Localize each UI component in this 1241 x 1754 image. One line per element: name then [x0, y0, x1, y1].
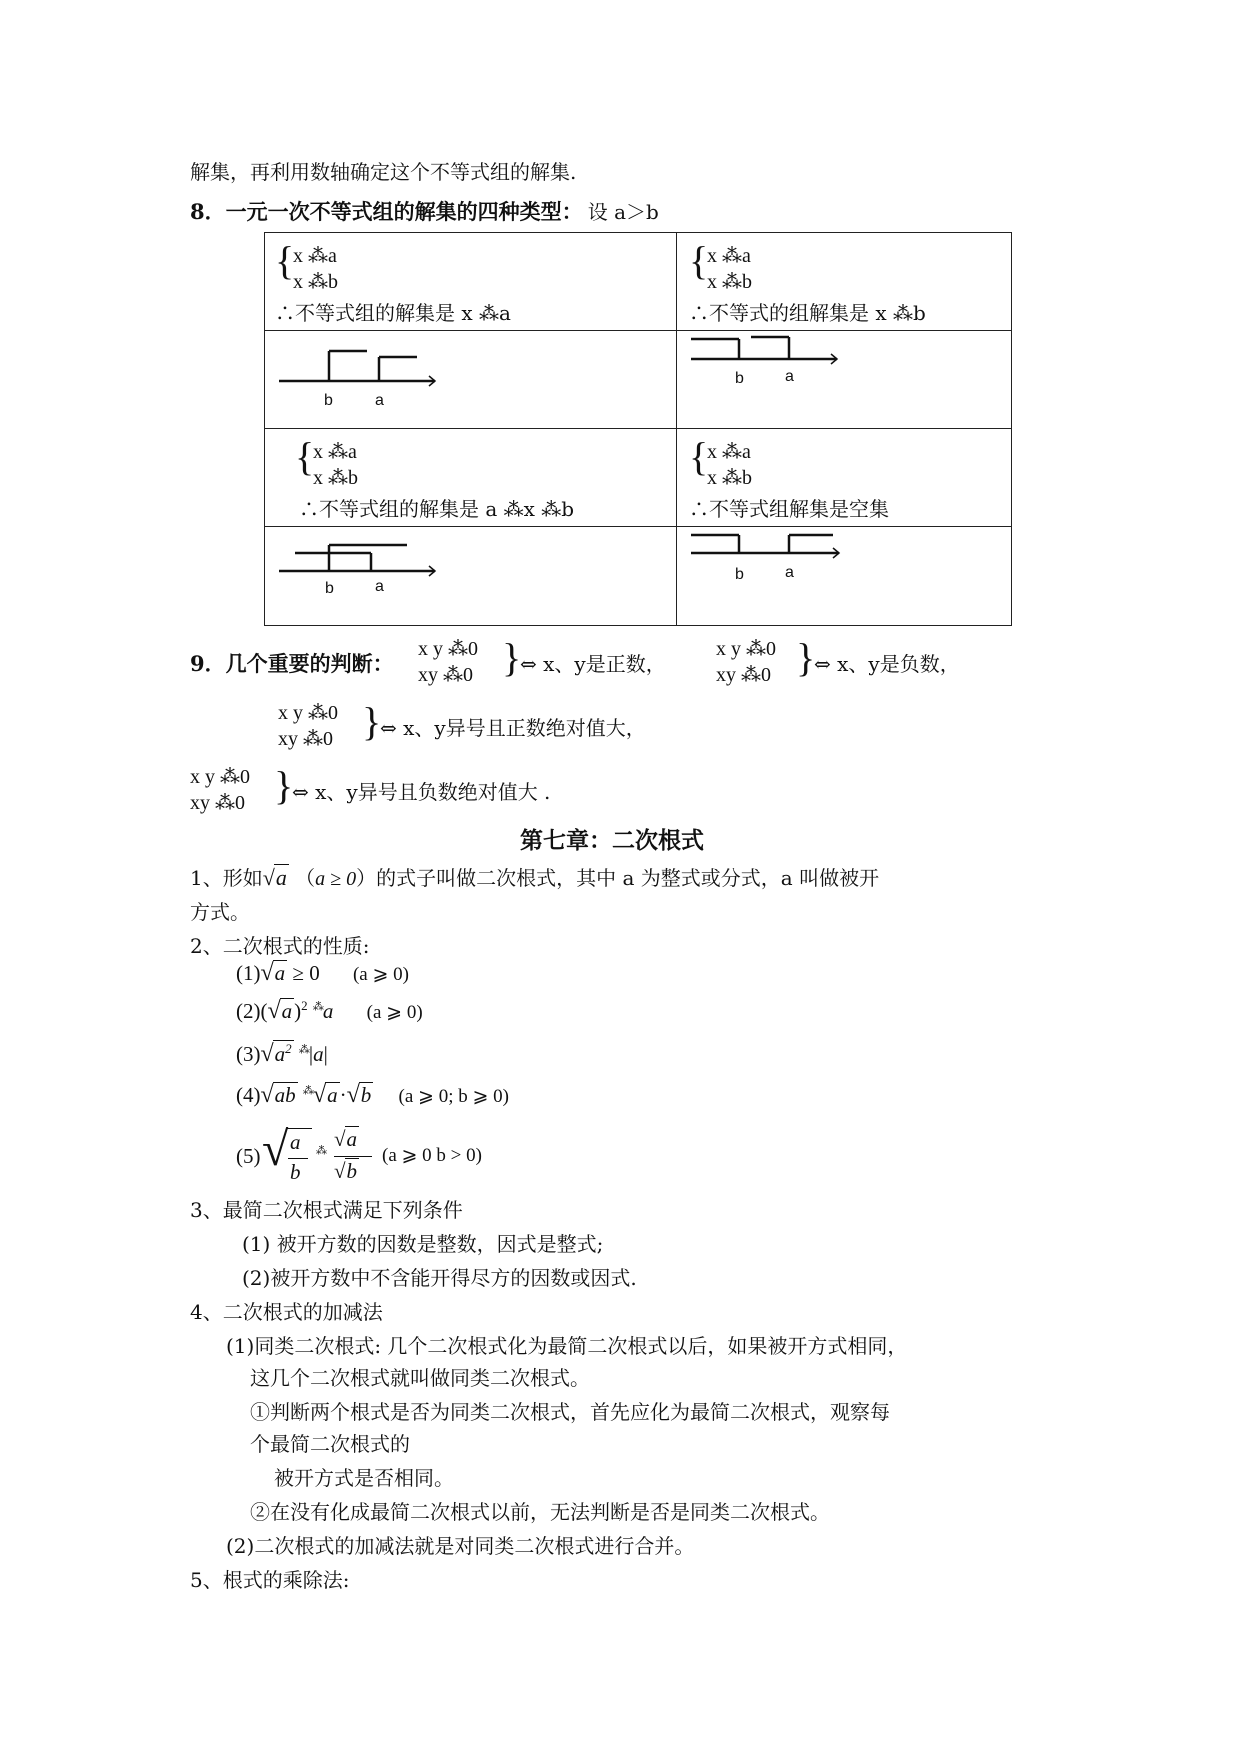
judgement-2-result: ⇔ x、y是负数， — [814, 652, 960, 676]
para-4-item-1-cont: 这几个二次根式就叫做同类二次根式。 — [250, 1366, 590, 1390]
para-3-item-2: (2)被开方数中不含能开得尽方的因数或因式. — [242, 1266, 637, 1290]
judgement-3-result: ⇔ x、y异号且正数绝对值大， — [380, 716, 646, 740]
para-1-paren: （ — [295, 866, 316, 890]
chapter-7-title: 第七章：二次根式 — [520, 827, 704, 854]
axis-label-b: b — [324, 392, 333, 409]
chapter-7-para-1: 1、形如√a （a ≥ 0）的式子叫做二次根式，其中 a 为整式或分式，a 叫做被开 — [190, 865, 880, 890]
judgement-1-bottom: xy ⁂0 — [418, 664, 473, 686]
property-3: $(3)√a^2$ ⁂|a| — [236, 1041, 328, 1067]
axis-label-a: a — [785, 368, 794, 385]
cell3-line2: x ⁂b — [313, 467, 358, 489]
number-line-cell-4 — [677, 527, 1012, 626]
number-line-cell-2 — [677, 331, 1012, 429]
cell1-conclusion: ∴不等式组的解集是 x ⁂a — [275, 301, 511, 325]
number-line-1 — [265, 331, 677, 429]
chapter-7-para-1-cont: 方式。 — [190, 900, 250, 924]
property-2: $(2)(√a)^2$ ⁂a (a ⩾ 0) — [236, 998, 423, 1024]
intro-line: 解集，再利用数轴确定这个不等式组的解集. — [190, 160, 577, 184]
para-3-item-1: (1) 被开方数的因数是整数，因式是整式; — [242, 1232, 604, 1256]
judgement-2-top: x y ⁂0 — [716, 638, 776, 660]
axis-label-b: b — [325, 580, 334, 597]
cell3-conclusion: ∴不等式组的解集是 a ⁂x ⁂b — [299, 497, 575, 521]
inequality-types-table — [264, 232, 1012, 626]
cell1-line1: x ⁂a — [293, 245, 337, 267]
axis-label-a: a — [375, 578, 384, 595]
judgement-3-bottom: xy ⁂0 — [278, 728, 333, 750]
judgement-4-result: ⇔ x、y异号且负数绝对值大 . — [292, 780, 551, 804]
number-line-cell-1 — [265, 331, 677, 429]
cell2-line1: x ⁂a — [707, 245, 751, 267]
property-1-condition: (a ⩾ 0) — [352, 964, 409, 985]
judgement-2-bottom: xy ⁂0 — [716, 664, 771, 686]
property-4: (4)√ab ⁂√a·√b (a ⩾ 0; b ⩾ 0) — [236, 1082, 509, 1108]
property-3-number: (3) — [236, 1042, 261, 1066]
cell2-conclusion: ∴不等式的组解集是 x ⁂b — [689, 301, 926, 325]
para-4-item-2: (2)二次根式的加减法就是对同类二次根式进行合并。 — [226, 1534, 695, 1558]
cell1-line2: x ⁂b — [293, 271, 338, 293]
judgement-4-bottom: xy ⁂0 — [190, 792, 245, 814]
type-cell-4: { x ⁂a x ⁂b ∴不等式组解集是空集 — [677, 429, 1012, 527]
type-cell-2: { x ⁂a x ⁂b ∴不等式的组解集是 x ⁂b — [677, 233, 1012, 331]
property-5-condition: (a ⩾ 0 b > 0) — [382, 1145, 482, 1166]
para-4-note-1: ①判断两个根式是否为同类二次根式，首先应化为最简二次根式，观察每 — [250, 1400, 890, 1424]
type-cell-3: { x ⁂a x ⁂b ∴不等式组的解集是 a ⁂x ⁂b — [265, 429, 677, 527]
judgement-1-top: x y ⁂0 — [418, 638, 478, 660]
property-1: (1)√a ≥ 0 (a ⩾ 0) — [236, 960, 409, 986]
chapter-7-para-3: 3、最简二次根式满足下列条件 — [190, 1198, 463, 1222]
section-8-heading: 8．一元一次不等式组的解集的四种类型： — [190, 199, 583, 224]
section-8-heading-row — [190, 196, 659, 226]
number-line-4 — [677, 527, 1012, 626]
number-line-3 — [265, 527, 677, 626]
property-2-condition: (a ⩾ 0) — [366, 1002, 423, 1023]
axis-label-a: a — [785, 564, 794, 581]
property-2-number: (2) — [236, 999, 261, 1023]
para-4-item-1: (1)同类二次根式: 几个二次根式化为最简二次根式以后，如果被开方式相同， — [226, 1334, 908, 1358]
axis-label-b: b — [735, 566, 744, 583]
axis-label-b: b — [735, 370, 744, 387]
judgement-3-top: x y ⁂0 — [278, 702, 338, 724]
para-1-prefix: 1、形如 — [190, 866, 263, 890]
number-line-cell-3 — [265, 527, 677, 626]
property-1-number: (1) — [236, 961, 261, 985]
chapter-7-para-2: 2、二次根式的性质: — [190, 934, 370, 958]
judgement-4-top: x y ⁂0 — [190, 766, 250, 788]
axis-label-a: a — [375, 392, 384, 409]
para-4-note-2: ②在没有化成最简二次根式以前，无法判断是否是同类二次根式。 — [250, 1500, 830, 1524]
para-4-note-1-cont: 个最简二次根式的 — [250, 1432, 410, 1456]
para-4-note-1-cont2: 被开方式是否相同。 — [274, 1466, 454, 1490]
chapter-7-para-4: 4、二次根式的加减法 — [190, 1300, 383, 1324]
section-8-condition: 设 a＞b — [587, 200, 659, 224]
section-9-heading: 9．几个重要的判断： — [190, 651, 394, 676]
cell4-line1: x ⁂a — [707, 441, 751, 463]
para-1-rest: ）的式子叫做二次根式，其中 a 为整式或分式，a 叫做被开 — [356, 866, 880, 890]
cell4-line2: x ⁂b — [707, 467, 752, 489]
cell3-line1: x ⁂a — [313, 441, 357, 463]
para-1-condition: a ≥ 0 — [315, 868, 357, 890]
judgement-1-result: ⇔ x、y是正数， — [520, 652, 666, 676]
cell2-line2: x ⁂b — [707, 271, 752, 293]
number-line-2 — [677, 331, 1012, 429]
cell4-conclusion: ∴不等式组解集是空集 — [689, 497, 889, 521]
property-4-number: (4) — [236, 1083, 261, 1107]
chapter-7-para-5: 5、根式的乘除法: — [190, 1568, 350, 1592]
property-5-number: (5) — [236, 1144, 261, 1168]
property-4-condition: (a ⩾ 0; b ⩾ 0) — [398, 1086, 509, 1107]
type-cell-1: { x ⁂a x ⁂b ∴不等式组的解集是 x ⁂a — [265, 233, 677, 331]
